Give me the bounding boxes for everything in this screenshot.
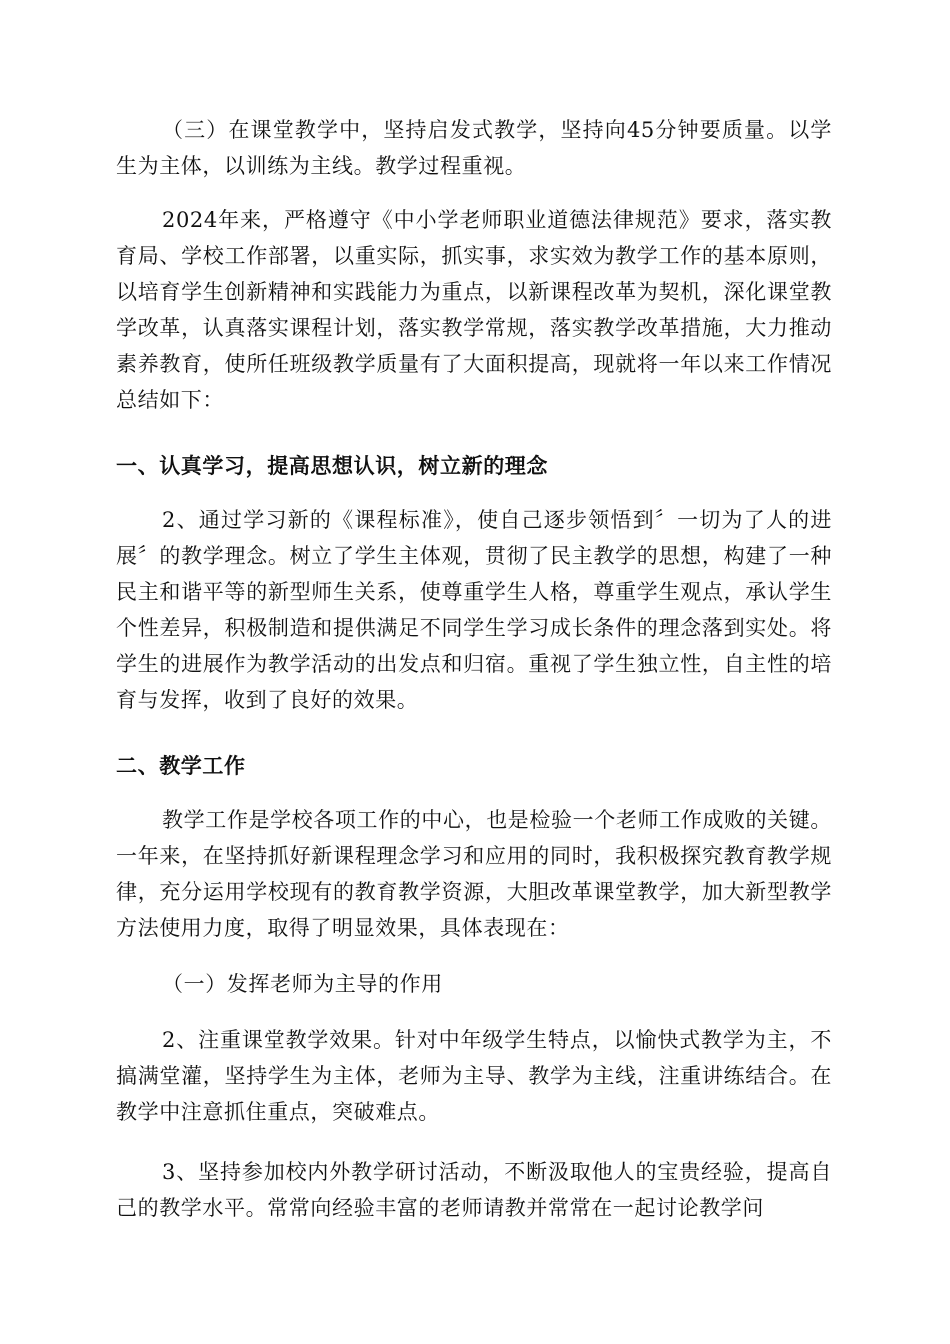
- paragraph-teacher-role: （一）发挥老师为主导的作用: [162, 972, 443, 996]
- paragraph-intro-summary: 2024年来，严格遵守《中小学老师职业道德法律规范》要求，落实教育局、学校工作部署，以重实际，抓实事，求实效为教学工作的基本原则，以培育学生创新精神和实践能力为重点，以新课程改革为契机，深化课堂教学改革，认真落实课程计划，落实教学常规，落实教学改革措施，大力推动素养教育，使所任班级教学质量有了大面积提高，现就将一年以来工作情况总结如下：: [116, 208, 832, 412]
- heading-section-two: 二、教学工作: [116, 754, 246, 778]
- paragraph-curriculum-standards: 2、通过学习新的《课程标准》，使自己逐步领悟到〞一切为了人的进展〞的教学理念。树立了学生主体观，贯彻了民主教学的思想，构建了一种民主和谐平等的新型师生关系，使尊重学生人格，尊重学生观点，承认学生个性差异，积极制造和提供满足不同学生学习成长条件的理念落到实处。将学生的进展作为教学活动的出发点和归宿。重视了学生独立性，自主性的培育与发挥，收到了良好的效果。: [116, 508, 832, 712]
- paragraph-teaching-work: 教学工作是学校各项工作的中心，也是检验一个老师工作成败的关键。一年来，在坚持抓好新课程理念学习和应用的同时，我积极探究教育教学规律，充分运用学校现有的教育教学资源，大胆改革课堂教学，加大新型教学方法使用力度，取得了明显效果，具体表现在：: [116, 808, 832, 940]
- paragraph-research-activities: 3、坚持参加校内外教学研讨活动，不断汲取他人的宝贵经验，提高自己的教学水平。常常向经验丰富的老师请教并常常在一起讨论教学问: [116, 1160, 832, 1220]
- paragraph-classroom-teaching: （三）在课堂教学中，坚持启发式教学，坚持向45分钟要质量。以学生为主体，以训练为主线。教学过程重视。: [116, 118, 832, 178]
- paragraph-classroom-effect: 2、注重课堂教学效果。针对中年级学生特点，以愉快式教学为主，不搞满堂灌，坚持学生为主体，老师为主导、教学为主线，注重讲练结合。在教学中注意抓住重点，突破难点。: [116, 1028, 832, 1124]
- heading-section-one: 一、认真学习，提高思想认识，树立新的理念: [116, 454, 548, 478]
